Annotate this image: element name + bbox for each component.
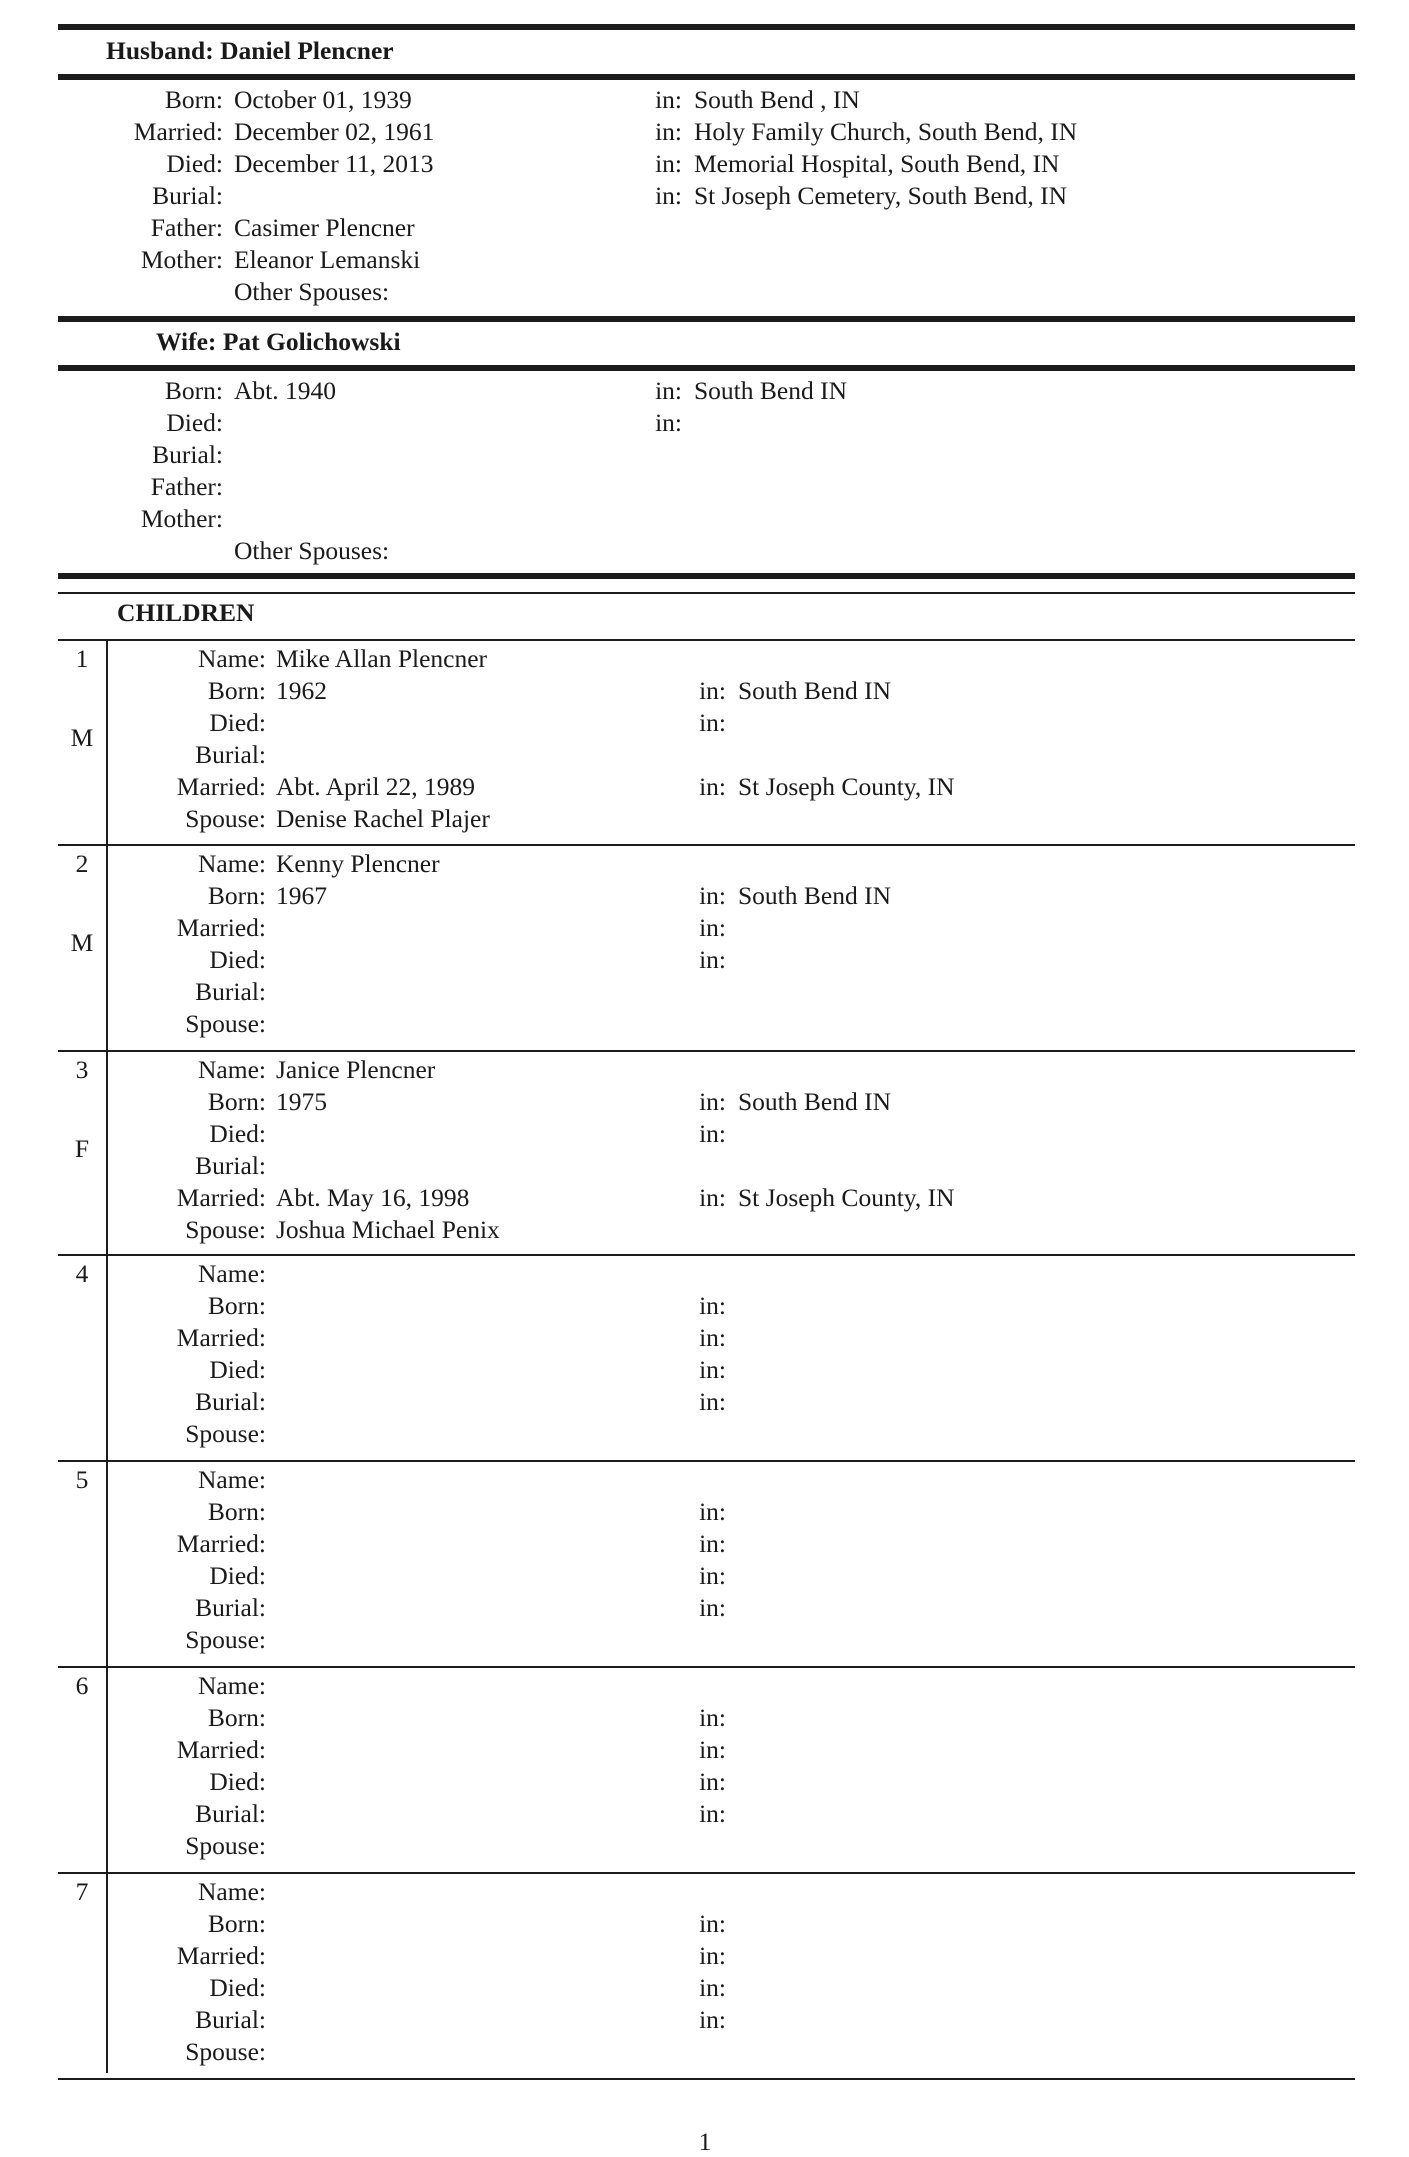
child-number: 6 bbox=[75, 1671, 89, 1700]
in-label: in: bbox=[699, 1941, 726, 1970]
child-born-label: Born: bbox=[207, 1087, 266, 1116]
in-label: in: bbox=[699, 1703, 726, 1732]
in-label: in: bbox=[699, 1087, 726, 1116]
in-label: in: bbox=[699, 1323, 726, 1352]
rule-double-top bbox=[58, 573, 1355, 579]
husband-born-label: Born: bbox=[164, 85, 223, 114]
child-spouse: Denise Rachel Plajer bbox=[276, 804, 490, 833]
wife-other-spouses-label: Other Spouses: bbox=[234, 536, 390, 565]
child-spouse-label: Spouse: bbox=[185, 2037, 266, 2066]
child-died-label: Died: bbox=[209, 1355, 266, 1384]
child-name-label: Name: bbox=[198, 644, 266, 673]
child-married-date: Abt. May 16, 1998 bbox=[276, 1183, 470, 1212]
in-label: in: bbox=[699, 1909, 726, 1938]
rule bbox=[58, 1666, 1355, 1668]
in-label: in: bbox=[699, 1767, 726, 1796]
child-name-label: Name: bbox=[198, 849, 266, 878]
wife-born-label: Born: bbox=[164, 376, 223, 405]
children-heading: CHILDREN bbox=[117, 598, 255, 627]
husband-born-date: October 01, 1939 bbox=[234, 85, 412, 114]
child-born-label: Born: bbox=[207, 1703, 266, 1732]
child-born-place: South Bend IN bbox=[738, 676, 891, 705]
wife-heading: Wife: Pat Golichowski bbox=[156, 327, 401, 356]
in-label: in: bbox=[655, 117, 682, 146]
in-label: in: bbox=[699, 1529, 726, 1558]
child-spouse-label: Spouse: bbox=[185, 1625, 266, 1654]
child-name-label: Name: bbox=[198, 1055, 266, 1084]
child-married-place: St Joseph County, IN bbox=[738, 1183, 955, 1212]
child-burial-label: Burial: bbox=[195, 740, 266, 769]
wife-mother-label: Mother: bbox=[140, 504, 223, 533]
child-born-place: South Bend IN bbox=[738, 881, 891, 910]
child-born-label: Born: bbox=[207, 881, 266, 910]
husband-heading: Husband: Daniel Plencner bbox=[106, 36, 394, 65]
child-spouse-label: Spouse: bbox=[185, 1009, 266, 1038]
in-label: in: bbox=[699, 1119, 726, 1148]
rule bbox=[58, 1050, 1355, 1052]
husband-married-place: Holy Family Church, South Bend, IN bbox=[694, 117, 1078, 146]
child-died-label: Died: bbox=[209, 1119, 266, 1148]
in-label: in: bbox=[699, 676, 726, 705]
rule bbox=[58, 1460, 1355, 1462]
rule bbox=[58, 639, 1355, 641]
husband-married-label: Married: bbox=[133, 117, 223, 146]
husband-died-label: Died: bbox=[166, 149, 223, 178]
in-label: in: bbox=[699, 913, 726, 942]
child-born-date: 1967 bbox=[276, 881, 327, 910]
child-spouse-label: Spouse: bbox=[185, 1831, 266, 1860]
child-number: 5 bbox=[75, 1465, 89, 1494]
child-died-label: Died: bbox=[209, 1767, 266, 1796]
child-married-place: St Joseph County, IN bbox=[738, 772, 955, 801]
husband-mother-label: Mother: bbox=[140, 245, 223, 274]
in-label: in: bbox=[655, 408, 682, 437]
child-name-label: Name: bbox=[198, 1465, 266, 1494]
wife-died-label: Died: bbox=[166, 408, 223, 437]
in-label: in: bbox=[655, 149, 682, 178]
husband-father-label: Father: bbox=[150, 213, 223, 242]
child-born-label: Born: bbox=[207, 1291, 266, 1320]
in-label: in: bbox=[699, 2005, 726, 2034]
child-spouse-label: Spouse: bbox=[185, 1215, 266, 1244]
rule bbox=[58, 365, 1355, 371]
husband-died-place: Memorial Hospital, South Bend, IN bbox=[694, 149, 1060, 178]
child-number: 3 bbox=[75, 1055, 89, 1084]
child-number: 7 bbox=[75, 1877, 89, 1906]
husband-died-date: December 11, 2013 bbox=[234, 149, 434, 178]
child-spouse-label: Spouse: bbox=[185, 1419, 266, 1448]
child-sex: M bbox=[70, 723, 94, 752]
child-died-label: Died: bbox=[209, 945, 266, 974]
child-burial-label: Burial: bbox=[195, 1151, 266, 1180]
husband-mother: Eleanor Lemanski bbox=[234, 245, 421, 274]
child-name-label: Name: bbox=[198, 1877, 266, 1906]
child-married-label: Married: bbox=[176, 1735, 266, 1764]
husband-name: Daniel Plencner bbox=[220, 36, 394, 65]
in-label: in: bbox=[699, 1735, 726, 1764]
rule bbox=[58, 316, 1355, 322]
rule bbox=[58, 74, 1355, 80]
child-married-date: Abt. April 22, 1989 bbox=[276, 772, 476, 801]
wife-born-date: Abt. 1940 bbox=[234, 376, 336, 405]
in-label: in: bbox=[655, 85, 682, 114]
child-name: Mike Allan Plencner bbox=[276, 644, 488, 673]
in-label: in: bbox=[699, 772, 726, 801]
child-number: 2 bbox=[75, 849, 89, 878]
in-label: in: bbox=[699, 881, 726, 910]
in-label: in: bbox=[699, 1497, 726, 1526]
rule bbox=[58, 1254, 1355, 1256]
in-label: in: bbox=[699, 1355, 726, 1384]
child-died-label: Died: bbox=[209, 708, 266, 737]
child-sex: M bbox=[70, 928, 94, 957]
child-born-label: Born: bbox=[207, 1909, 266, 1938]
wife-father-label: Father: bbox=[150, 472, 223, 501]
child-spouse-label: Spouse: bbox=[185, 804, 266, 833]
child-number: 1 bbox=[75, 644, 89, 673]
in-label: in: bbox=[655, 376, 682, 405]
in-label: in: bbox=[699, 945, 726, 974]
page-number: 1 bbox=[698, 2127, 712, 2156]
in-label: in: bbox=[699, 1183, 726, 1212]
husband-other-spouses-label: Other Spouses: bbox=[234, 277, 390, 306]
in-label: in: bbox=[699, 1799, 726, 1828]
child-burial-label: Burial: bbox=[195, 1387, 266, 1416]
child-born-label: Born: bbox=[207, 676, 266, 705]
child-married-label: Married: bbox=[176, 1941, 266, 1970]
child-name: Janice Plencner bbox=[276, 1055, 436, 1084]
child-born-label: Born: bbox=[207, 1497, 266, 1526]
rule bbox=[58, 1872, 1355, 1874]
in-label: in: bbox=[699, 1593, 726, 1622]
child-name: Kenny Plencner bbox=[276, 849, 440, 878]
child-name-label: Name: bbox=[198, 1259, 266, 1288]
child-married-label: Married: bbox=[176, 772, 266, 801]
child-born-date: 1962 bbox=[276, 676, 327, 705]
child-burial-label: Burial: bbox=[195, 2005, 266, 2034]
wife-born-place: South Bend IN bbox=[694, 376, 847, 405]
child-number: 4 bbox=[75, 1259, 89, 1288]
rule-bottom bbox=[58, 2078, 1355, 2080]
child-married-label: Married: bbox=[176, 1323, 266, 1352]
child-married-label: Married: bbox=[176, 1529, 266, 1558]
in-label: in: bbox=[699, 1387, 726, 1416]
husband-burial-label: Burial: bbox=[152, 181, 223, 210]
rule-double-bottom bbox=[58, 592, 1355, 594]
child-married-label: Married: bbox=[176, 1183, 266, 1212]
husband-married-date: December 02, 1961 bbox=[234, 117, 435, 146]
child-spouse: Joshua Michael Penix bbox=[276, 1215, 500, 1244]
husband-father: Casimer Plencner bbox=[234, 213, 415, 242]
in-label: in: bbox=[699, 708, 726, 737]
in-label: in: bbox=[699, 1291, 726, 1320]
child-born-date: 1975 bbox=[276, 1087, 327, 1116]
in-label: in: bbox=[699, 1973, 726, 2002]
child-name-label: Name: bbox=[198, 1671, 266, 1700]
child-burial-label: Burial: bbox=[195, 977, 266, 1006]
in-label: in: bbox=[655, 181, 682, 210]
child-died-label: Died: bbox=[209, 1973, 266, 2002]
husband-born-place: South Bend , IN bbox=[694, 85, 860, 114]
husband-burial-place: St Joseph Cemetery, South Bend, IN bbox=[694, 181, 1068, 210]
child-born-place: South Bend IN bbox=[738, 1087, 891, 1116]
child-died-label: Died: bbox=[209, 1561, 266, 1590]
child-burial-label: Burial: bbox=[195, 1593, 266, 1622]
wife-burial-label: Burial: bbox=[152, 440, 223, 469]
in-label: in: bbox=[699, 1561, 726, 1590]
child-married-label: Married: bbox=[176, 913, 266, 942]
child-burial-label: Burial: bbox=[195, 1799, 266, 1828]
rule bbox=[58, 844, 1355, 846]
child-sex: F bbox=[74, 1134, 90, 1163]
rule-top bbox=[58, 24, 1355, 30]
wife-name: Pat Golichowski bbox=[222, 327, 401, 356]
